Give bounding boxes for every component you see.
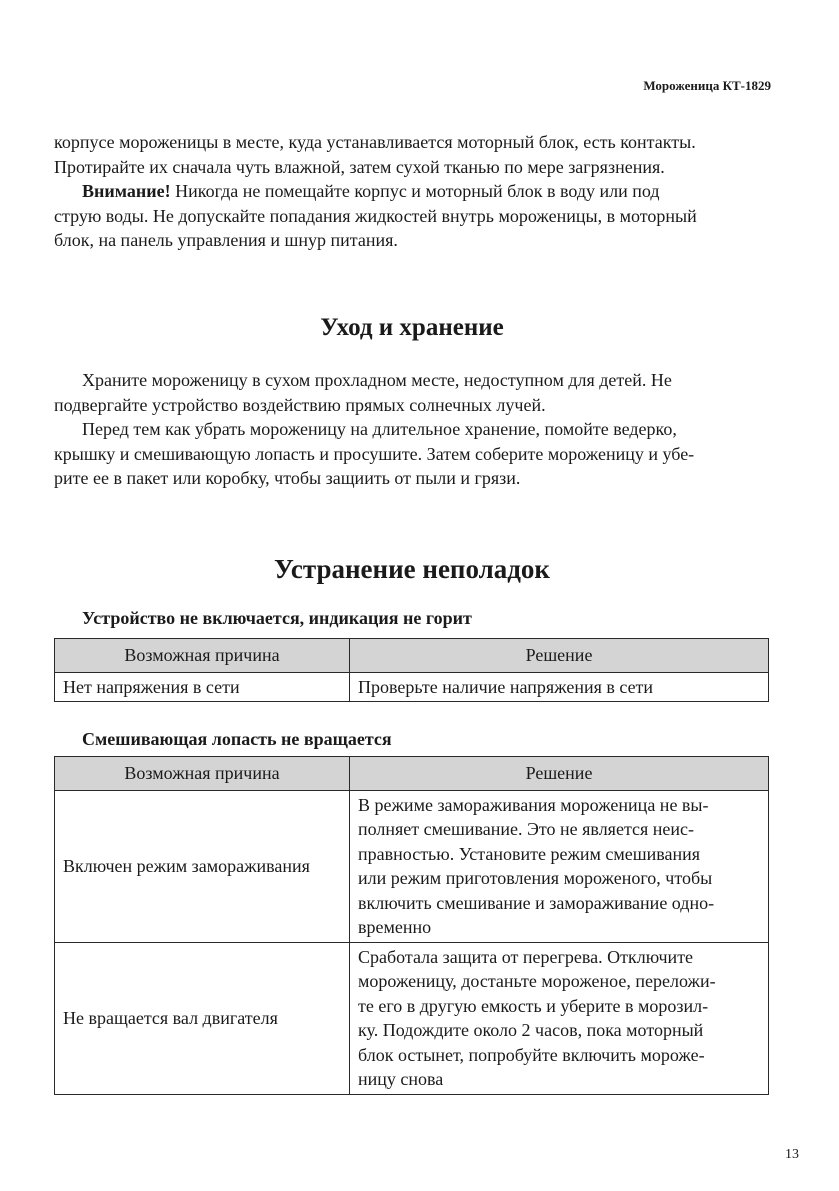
text-line: корпусе мороженицы в месте, куда устанавливается моторный блок, есть контакты.: [54, 132, 696, 152]
page-number: 13: [785, 1147, 799, 1162]
table-row: [55, 942, 769, 1094]
text-line: рите ее в пакет или коробку, чтобы защиить от пыли и грязи.: [54, 468, 521, 488]
solution-line: ку. Подождите около 2 часов, пока моторный: [358, 1020, 704, 1040]
column-header-cause: Возможная причина: [55, 639, 350, 673]
column-header-solution: Решение: [350, 639, 769, 673]
care-heading: Уход и хранение: [320, 314, 504, 341]
table-header-row: [55, 639, 769, 673]
solution-line: мороженицу, достаньте мороженое, переложи-: [358, 971, 716, 991]
text-line: струю воды. Не допускайте попадания жидкостей внутрь мороженицы, в моторный: [54, 205, 697, 226]
table-row: [55, 672, 769, 702]
running-header: Мороженица КТ-1829: [643, 78, 771, 93]
cause-cell: Включен режим замораживания: [55, 790, 350, 942]
warning-label: Внимание!: [82, 181, 171, 201]
text-line: Протирайте их сначала чуть влажной, затем сухой тканью по мере загрязнения.: [54, 156, 665, 177]
table-row: [55, 790, 769, 942]
solution-line: или режим приготовления мороженого, чтобы: [358, 868, 713, 888]
section-title: Смешивающая лопасть не вращается: [82, 729, 392, 749]
solution-line: блок остынет, попробуйте включить мороже-: [358, 1044, 705, 1065]
intro-paragraph: [54, 130, 770, 253]
section-title: Устройство не включается, индикация не горит: [82, 608, 472, 628]
text-line: блок, на панель управления и шнур питания.: [54, 230, 398, 250]
troubleshooting-table-power: [54, 638, 769, 702]
text-line: Перед тем как убрать мороженицу на длительное хранение, помойте ведерко,: [82, 419, 677, 439]
table-header-row: [55, 757, 769, 791]
solution-line: Сработала защита от перегрева. Отключите: [358, 946, 694, 967]
solution-cell: [350, 942, 769, 1094]
text-line: Храните мороженицу в сухом прохладном месте, недоступном для детей. Не: [82, 370, 672, 390]
solution-line: полняет смешивание. Это не является неис-: [358, 819, 695, 839]
cause-cell: Нет напряжения в сети: [55, 672, 350, 702]
text-line: Никогда не помещайте корпус и моторный блок в воду или под: [170, 181, 660, 201]
solution-line: правностью. Установите режим смешивания: [358, 843, 701, 864]
column-header-solution: Решение: [350, 757, 769, 791]
solution-line: ницу снова: [358, 1069, 444, 1089]
solution-line: В режиме замораживания мороженица не вы-: [358, 794, 709, 815]
text-line: подвергайте устройство воздействию прямых солнечных лучей.: [54, 394, 546, 415]
solution-cell: Проверьте наличие напряжения в сети: [350, 672, 769, 702]
solution-line: включить смешивание и замораживание одно-: [358, 892, 715, 913]
text-line: крышку и смешивающую лопасть и просушите. Затем соберите мороженицу и убе-: [54, 443, 695, 464]
troubleshooting-table-paddle: [54, 756, 769, 1095]
column-header-cause: Возможная причина: [55, 757, 350, 791]
solution-line: временно: [358, 917, 432, 937]
troubleshooting-heading: Устранение неполадок: [274, 554, 550, 584]
cause-cell: Не вращается вал двигателя: [55, 942, 350, 1094]
solution-cell: [350, 790, 769, 942]
care-paragraph: [54, 368, 770, 491]
warning-line: [54, 179, 770, 204]
solution-line: те его в другую емкость и уберите в морозил-: [358, 995, 709, 1016]
